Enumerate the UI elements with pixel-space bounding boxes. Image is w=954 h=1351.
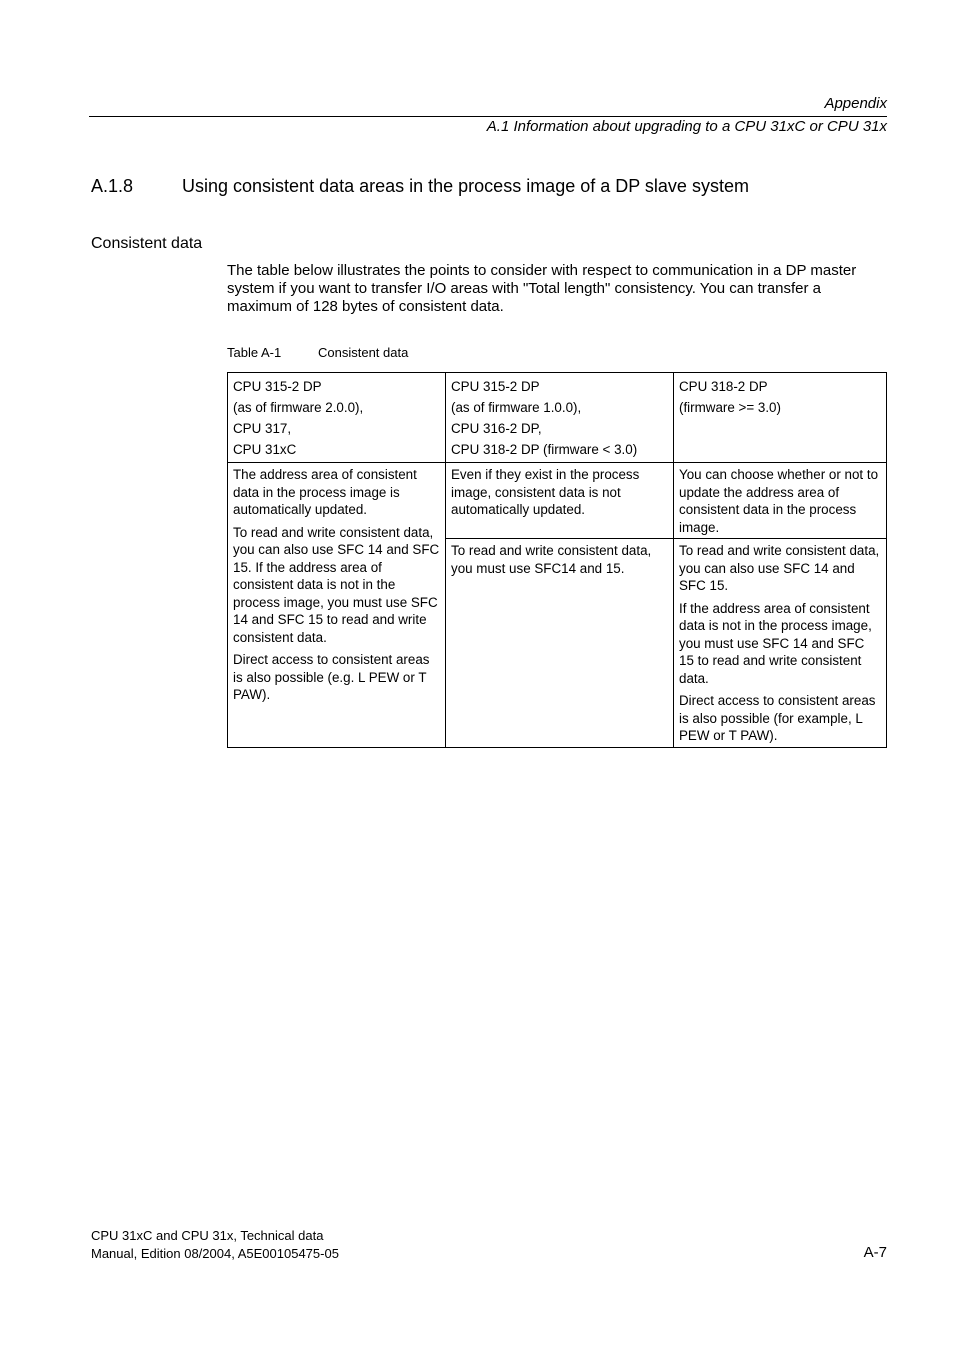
cell-paragraph: To read and write consistent data, you must use SFC14 and 15.	[451, 543, 652, 576]
table-header-cell	[228, 373, 446, 463]
header-section: Appendix	[824, 95, 887, 112]
section-title: Using consistent data areas in the process image of a DP slave system	[182, 176, 749, 196]
intro-text-start: The table below illustrates the points to consider with respect to communication in a	[227, 262, 786, 279]
cell-paragraph: To read and write consistent data, you can also use SFC 14 and SFC 15. If the address area of consistent data is not in the process image, you must use SFC 14 and SFC 15 to read and write consistent data.	[233, 524, 440, 645]
table-header-cell	[446, 373, 674, 463]
header-subsection: A.1 Information about upgrading to a CPU 31xC or CPU 31x	[486, 118, 887, 135]
footer-line: CPU 31xC and CPU 31x, Technical data	[91, 1228, 324, 1243]
table-header-cell	[674, 373, 887, 463]
intro-text-end: if you want to transfer I/O areas with "Total length" consistency. You can transfer a maximum of 128 bytes of consistent data.	[227, 280, 822, 315]
cell-paragraph: You can choose whether or not to update the address area of consistent data in the process image.	[679, 467, 879, 535]
intro-paragraph	[227, 262, 867, 316]
table-caption-title: Consistent data	[318, 345, 409, 360]
cell-paragraph: Even if they exist in the process image, consistent data is not automatically updated.	[451, 467, 640, 517]
header-line: (as of firmware 2.0.0),	[233, 400, 364, 415]
table-cell	[228, 463, 446, 748]
header-line: CPU 31xC	[233, 442, 297, 457]
header-line: CPU 318-2 DP (firmware < 3.0)	[451, 442, 638, 457]
table-cell	[674, 539, 887, 748]
header-line: CPU 317,	[233, 421, 292, 436]
header-line: CPU 316-2 DP,	[451, 421, 542, 436]
section-number: A.1.8	[91, 176, 134, 196]
intro-highlight: DP master system	[227, 262, 857, 297]
footer-publication	[91, 1227, 339, 1263]
footer-line: Manual, Edition 08/2004, A5E00105475-05	[91, 1246, 339, 1261]
cell-paragraph: To read and write consistent data, you can also use SFC 14 and SFC 15.	[679, 543, 880, 593]
table-caption-number: Table A-1	[227, 345, 282, 360]
cell-paragraph: If the address area of consistent data is not in the process image, you must use SFC 14 and SFC 15 to read and write consistent data.	[679, 600, 872, 686]
header-line: (as of firmware 1.0.0),	[451, 400, 582, 415]
header-line: CPU 318-2 DP	[679, 379, 768, 394]
header-line: (firmware >= 3.0)	[679, 400, 781, 415]
header-line: CPU 315-2 DP	[451, 379, 540, 394]
consistent-data-table	[227, 372, 887, 748]
header-divider	[89, 116, 887, 117]
table-cell	[446, 539, 674, 748]
header-line: CPU 315-2 DP	[233, 379, 322, 394]
cell-paragraph: Direct access to consistent areas is also possible (for example, L PEW or T PAW).	[679, 693, 876, 743]
table-cell	[674, 463, 887, 539]
subheading: Consistent data	[91, 235, 203, 252]
table-header-row	[228, 373, 887, 463]
cell-paragraph: The address area of consistent data in the process image is automatically updated.	[233, 467, 417, 517]
cell-paragraph: Direct access to consistent areas is also possible (e.g. L PEW or T PAW).	[233, 652, 430, 702]
table-row	[228, 463, 887, 539]
table-caption	[227, 345, 408, 360]
table-cell	[446, 463, 674, 539]
page-number: A-7	[863, 1244, 887, 1261]
